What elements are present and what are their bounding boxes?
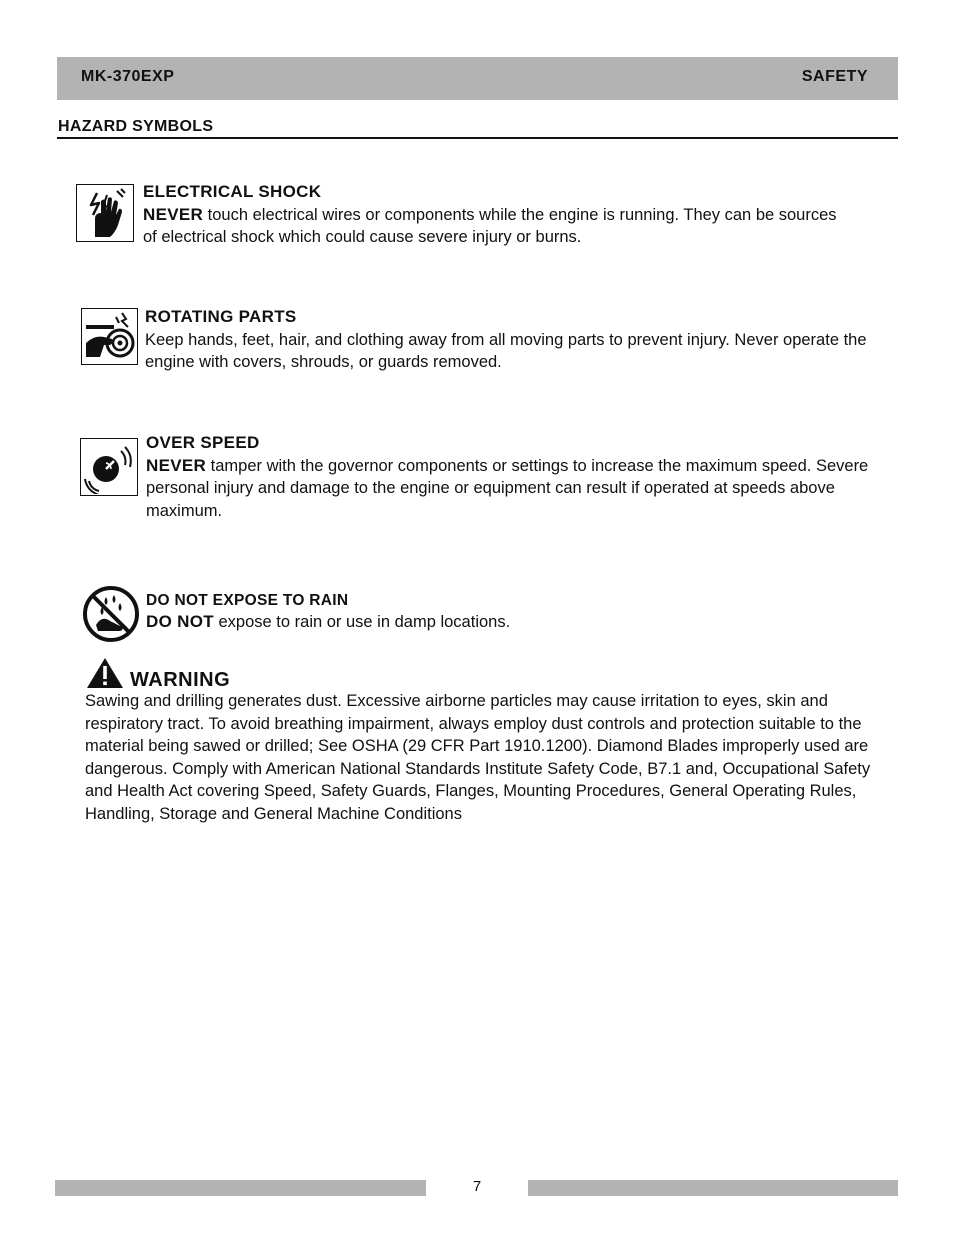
warning-triangle-icon [85, 656, 125, 690]
warning-text: Sawing and drilling generates dust. Excessive airborne particles may cause irritation to eyes, skin and respiratory tract. To avoid breathing impairment, always employ dust controls and protection suitable to the material being sawed or drilled; See OSHA (29 CFR Part 1910.1200). Diamond Blades improperly used are dangerous. Comply with American National Standards Institute Safety Code, B7.1 and, Occupational Safety and Health Act covering Speed, Safety Guards, Flanges, Mounting Procedures, General Operating Rules, Handling, Storage and General Machine Conditions [85, 692, 871, 823]
hazard-description: tamper with the governor components or settings to increase the maximum speed. Severe personal injury and damage to the engine or equipment can result if operated at speeds above maximum. [146, 456, 869, 520]
hazard-no-rain [146, 590, 846, 633]
section-title: SAFETY [801, 68, 868, 85]
header-bar [57, 57, 898, 100]
hazard-title: ROTATING PARTS [145, 307, 297, 326]
electrical-shock-icon [76, 184, 134, 242]
hazard-description: Keep hands, feet, hair, and clothing away from all moving parts to prevent injury. Never operate the engine with covers, shrouds, or guards removed. [145, 330, 867, 371]
hazard-text [143, 204, 843, 249]
warning-title: WARNING [130, 669, 231, 691]
hazard-title: DO NOT EXPOSE TO RAIN [146, 592, 349, 609]
hazard-description: expose to rain or use in damp locations. [213, 613, 511, 631]
hazard-over-speed [146, 432, 876, 522]
hazard-text [145, 329, 875, 374]
no-rain-icon [82, 585, 140, 643]
footer-bar-right [528, 1180, 898, 1196]
hazard-keyword: DO NOT [146, 612, 214, 631]
hazard-keyword: NEVER [146, 455, 207, 475]
hazard-symbols-heading: HAZARD SYMBOLS [58, 118, 214, 135]
hazard-text [146, 611, 846, 633]
hazard-description: touch electrical wires or components while the engine is running. They can be sources of electrical shock which could cause severe injury or burns. [143, 205, 837, 246]
hazard-title: OVER SPEED [146, 433, 260, 452]
heading-divider [57, 137, 898, 139]
hazard-text [146, 455, 876, 523]
hazard-keyword: NEVER [143, 204, 204, 224]
hazard-rotating-parts [145, 306, 875, 374]
page-number: 7 [472, 1178, 482, 1195]
rotating-parts-icon [81, 308, 138, 365]
footer-bar-left [55, 1180, 426, 1196]
model-name: MK-370EXP [81, 68, 175, 85]
hazard-electrical-shock [143, 181, 843, 249]
hazard-title: ELECTRICAL SHOCK [143, 182, 322, 201]
over-speed-icon [80, 438, 138, 496]
